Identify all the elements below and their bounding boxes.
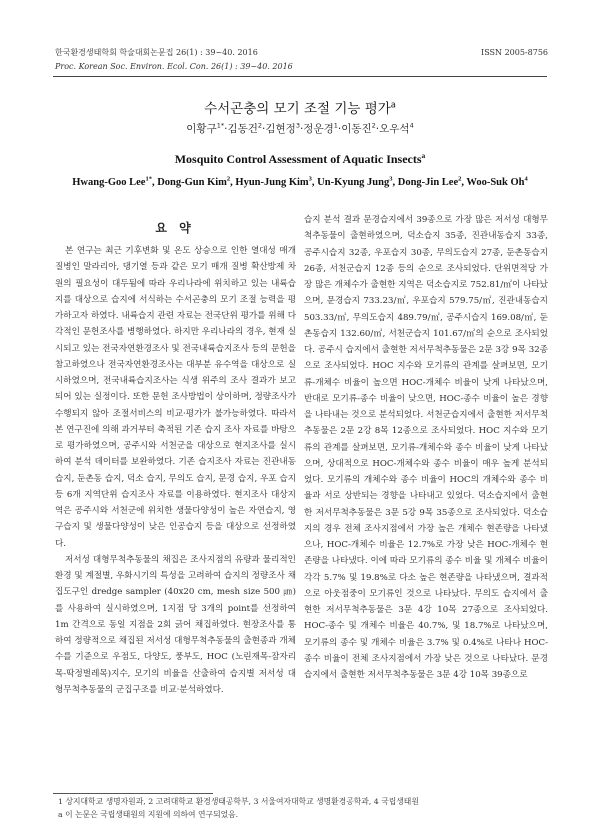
authors-english: Hwang-Goo Lee$^{1*}$, Dong-Gun Kim$^2$, Hyun-Jung Kim$^3$, Un-Kyung Jung$^3$, Dong-Jin Lee$^2$, Woo-Suk Oh$^4$: [72, 175, 528, 188]
author-en-4: Dong-Jin Lee: [397, 177, 459, 188]
footnote-rule: [53, 793, 213, 794]
abstract-paragraph-3: 습지 분석 결과 문경습지에서 39종으로 가장 많은 저서성 대형무척추동물이 출현하였으며, 덕소습지 35종, 진관내동습지 33종, 공주시습지 32종, 우포습지 30종, 무의도습지 27종, 둔촌동습지 26종, 서천군습지 12종 등의 순으로 조사되었다. 단위면적당 가장 많은 개체수가 출현한 지역은 덕소습지로 752.81/㎡이 나타났으며, 문경습지 733.23/㎡, 우포습지 579.75/㎡, 진관내동습지 503.33/㎡, 무의도습지 489.79/㎡, 공주시습지 169.08/㎡, 둔촌동습지 132.60/㎡, 서천군습지 101.67/㎡의 순으로 조사되었다. 공주시 습지에서 출현한 저서무척추동물은 2문 3강 9목 32종으로 조사되었다. HOC 지수와 모기류의 관계를 살펴보면, 모기류-개체수 비율이 높으면 HOC-개체수 비율이 낮게 나타났으며, 반대로 모기류-종수 비율이 낮으면, HOC-종수 비율이 높은 경향을 나타내는 것으로 분석되었다. 서천군습지에서 출현한 저서무척추동물은 2문 2강 8목 12종으로 조사되었다. HOC 지수와 모기류의 관계를 살펴보면, 모기류-개체수와 종수 비율이 낮게 나타났으며, 상대적으로 HOC-개체수와 종수 비율이 매우 높게 분석되었다. 모기류의 개체수와 종수 비율이 HOC의 개체수와 종수 비율과 서로 상반되는 경향을 나타내고 있었다. 덕소습지에서 출현한 저서무척추동물은 3문 5강 9목 35종으로 조사되었다. 덕소습지의 경우 전체 조사지점에서 가장 높은 개체수 현존량을 나타냈으나, HOC-개체수 비율은 12.7%로 가장 낮은 HOC-개체수 현존량을 나타냈다. 이에 따라 모기류의 종수 비율 및 개체수 비율이 각각 5.7% 및 19.8%로 다소 높은 현존량을 나타냈으며, 결과적으로 아웃점중이 모기류인 것으로 나타났다. 무의도 습지에서 출현한 저서무척추동물은 3문 4강 10목 27종으로 조사되었다. HOC-종수 및 개체수 비율은 40.7%, 및 18.7%로 나타났으며, 모기류의 종수 및 개체수 비율은 3.7% 및 0.4%로 나타나 HOC-종수 비율이 전체 조사지점에서 가장 낮은 것으로 나타났다. 문경 습지에서 출현한 저서무척추동물은 3문 4강 10목 39종으로: [304, 215, 548, 680]
author-en-2: Hyun-Jung Kim: [235, 177, 309, 188]
issn-label: ISSN 2005-8756: [481, 48, 548, 57]
author-ko-sup-5: 4: [409, 121, 414, 130]
author-ko-5: 오우석: [379, 123, 410, 135]
footnote-funding: a 이 논문은 국립생태원의 지원에 의하여 연구되었음.: [58, 810, 239, 819]
header-rule: [53, 76, 547, 77]
author-ko-2: 김현정: [265, 123, 296, 135]
author-ko-4: 이동진: [341, 123, 372, 135]
author-en-3: Un-Kyung Jung: [317, 177, 390, 188]
title-english: [0, 152, 600, 167]
author-en-sup-0: 1*: [145, 175, 152, 183]
title-korean-text: 수서곤충의 모기 조절 기능 평가: [204, 101, 391, 117]
author-ko-sup-4: 2: [371, 121, 376, 130]
author-en-sup-1: 2: [226, 175, 231, 183]
author-ko-sup-2: 3: [295, 121, 300, 130]
author-ko-sup-3: 1: [333, 121, 338, 130]
author-en-sup-2: 3: [308, 175, 312, 183]
abstract-left-column: [55, 243, 296, 770]
journal-header-english: Proc. Korean Soc. Environ. Ecol. Con. 26(1) : 39~40. 2016: [55, 62, 293, 71]
author-ko-sup-0: 1*: [216, 121, 225, 130]
author-en-sup-3: 3: [389, 175, 393, 183]
title-korean: [0, 97, 600, 117]
title-english-text: Mosquito Control Assessment of Aquatic Insects: [174, 152, 422, 166]
title-english-sup: a: [421, 151, 426, 160]
author-en-5: Woo-Suk Oh: [466, 177, 525, 188]
journal-header-korean: 한국환경생태학회 학술대회논문집 26(1) : 39~40. 2016: [55, 48, 258, 57]
footnotes: [58, 795, 419, 821]
author-ko-1: 김동건: [227, 123, 258, 135]
footnote-affiliations: 1 상지대학교 생명자원과, 2 고려대학교 환경생태공학부, 3 서울여자대학교 생명환경공학과, 4 국립생태원: [58, 797, 419, 806]
author-ko-3: 정운경: [303, 123, 334, 135]
abstract-paragraph-1: 본 연구는 최근 기후변화 및 온도 상승으로 인한 열대성 매개 질병인 말라리아, 댕기열 등과 같은 모기 매개 질병 확산방제 차원의 필요성이 대두됨에 따라 우리나라에 위치하고 있는 내륙습지를 대상으로 습지에 서식하는 수서곤충의 모기 조절 능력을 평가하고자 하였다. 내륙습지 관련 자료는 전국단위 평가를 위해 다각적인 문헌조사를 병행하였다. 하지만 우리나라의 경우, 현재 실시되고 있는 전국자연환경조사 및 전국내륙습지조사 등의 문헌을 참고하였으나 전국자연환경조사는 대부분 유수역을 대상으로 실시하였으며, 전국내륙습지조사는 식생 위주의 조사 결과가 보고되어 있는 실정이다. 또한 문헌 조사방법이 상이하며, 정량조사가 수행되지 않아 조절서비스의 비교·평가가 불가능하였다. 따라서 본 연구진에 의해 과거부터 축적된 기존 습지 조사 자료를 바탕으로 평가하였으며, 공주시와 서천군을 대상으로 현지조사를 실시하여 분석 데이터를 보완하였다. 기존 습지조사 자료는 진관내동 습지, 둔촌동 습지, 덕소 습지, 무의도 습지, 문경 습지, 우포 습지 등 6개 지역단위 습지조사 자료를 이용하였다. 현지조사 대상지역은 공주시와 서천군에 위치한 생물다양성이 높은 자연습지, 영구습지 및 생물다양성이 낮은 인공습지 등을 대상으로 선정하였다.: [55, 246, 296, 549]
abstract-paragraph-2: 저서성 대형무척추동물의 채집은 조사지점의 유량과 물리적인 환경 및 계절별, 우화시기의 특성을 고려하여 습지의 정량조사 채집도구인 dredge sampler (40x20 cm, mesh size 500 ㎛)를 사용하여 실시하였으며, 1지점 당 3개의 point를 선정하여 1m 간격으로 동일 지점을 2회 긁어 채집하였다. 현장조사를 통하여 정량적으로 채집된 저서성 대형무척추동물의 출현종과 개체수를 기준으로 우점도, 다양도, 풍부도, HOC (노린재목-잠자리목-딱정벌레목)지수, 모기의 비율을 산출하여 습지별 저서성 대형무척추동물의 군집구조를 비교·분석하였다.: [55, 554, 296, 695]
author-ko-0: 이황구: [186, 123, 217, 135]
title-korean-sup: a: [390, 99, 396, 110]
abstract-heading: 요 약: [155, 221, 195, 235]
author-en-sup-5: 4: [524, 175, 528, 183]
author-en-sup-4: 2: [458, 175, 462, 183]
abstract-right-column: [304, 212, 548, 752]
authors-korean: 이황구$^{1*}$·김동건$^2$·김현정$^3$·정운경$^1$·이동진$^2$·오우석$^4$: [186, 121, 414, 135]
author-ko-sup-1: 2: [257, 121, 263, 130]
author-en-0: Hwang-Goo Lee: [72, 177, 146, 188]
author-en-1: Dong-Gun Kim: [157, 177, 227, 188]
